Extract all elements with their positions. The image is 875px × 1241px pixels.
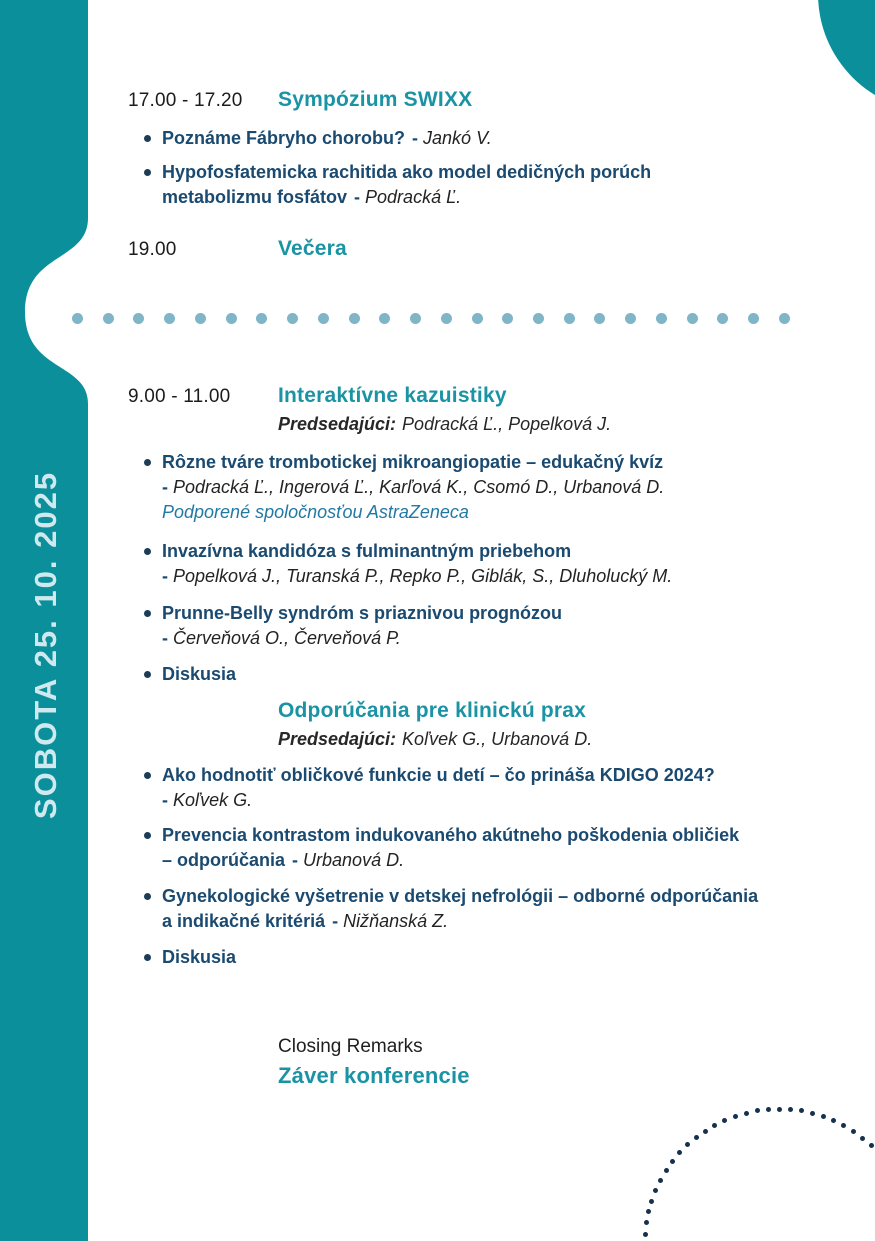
arc-dot bbox=[755, 1108, 760, 1113]
item-title-line2: metabolizmu fosfátov bbox=[162, 187, 348, 207]
arc-dot bbox=[677, 1150, 682, 1155]
dotted-divider bbox=[72, 312, 790, 324]
arc-dot bbox=[658, 1178, 663, 1183]
arc-dot bbox=[722, 1118, 727, 1123]
item-dash: - bbox=[412, 128, 419, 148]
arc-dot bbox=[643, 1232, 648, 1237]
session-title: Interaktívne kazuistiky bbox=[278, 384, 507, 407]
item-title: Ako hodnotiť obličkové funkcie u detí – čo prináša KDIGO 2024? bbox=[162, 765, 715, 785]
session-chairs bbox=[278, 414, 838, 435]
program-item bbox=[128, 601, 828, 651]
arc-dot bbox=[799, 1108, 804, 1113]
arc-dot bbox=[810, 1111, 815, 1116]
session-title: Sympózium SWIXX bbox=[278, 88, 473, 111]
arc-dot bbox=[644, 1220, 649, 1225]
arc-dot bbox=[821, 1114, 826, 1119]
arc-dot bbox=[649, 1199, 654, 1204]
closing-title: Záver konferencie bbox=[278, 1063, 470, 1088]
day-label: SOBOTA 25. 10. 2025 bbox=[28, 470, 63, 820]
program-item bbox=[128, 945, 828, 970]
arc-dot bbox=[860, 1136, 865, 1141]
chair-names: Podracká Ľ., Popelková J. bbox=[402, 414, 612, 434]
item-dash: - bbox=[354, 187, 361, 207]
arc-dot bbox=[841, 1123, 846, 1128]
chair-names: Koľvek G., Urbanová D. bbox=[402, 729, 593, 749]
closing-remarks: Closing Remarks bbox=[278, 1036, 423, 1057]
item-title: Invazívna kandidóza s fulminantným priebehom bbox=[162, 541, 572, 561]
program-item bbox=[128, 160, 828, 210]
arc-dot bbox=[712, 1123, 717, 1128]
item-dash: - bbox=[162, 628, 168, 648]
item-sponsor-note: Podporené spoločnosťou AstraZeneca bbox=[162, 502, 469, 522]
item-authors: Červeňová O., Červeňová P. bbox=[173, 628, 401, 648]
arc-dot bbox=[694, 1135, 699, 1140]
program-item bbox=[128, 450, 828, 525]
arc-dot bbox=[670, 1159, 675, 1164]
item-dash: - bbox=[292, 850, 299, 870]
arc-dot bbox=[653, 1188, 658, 1193]
arc-dot bbox=[733, 1114, 738, 1119]
item-authors: Podracká Ľ. bbox=[365, 187, 462, 207]
section-odporucania bbox=[128, 699, 838, 750]
program-item bbox=[128, 823, 828, 873]
arc-dot bbox=[777, 1107, 782, 1112]
item-authors: Popelková J., Turanská P., Repko P., Giblák, S., Dluholucký M. bbox=[173, 566, 673, 586]
item-title: Prunne-Belly syndróm s priaznivou prognózou bbox=[162, 603, 563, 623]
arc-dot bbox=[831, 1118, 836, 1123]
program-item bbox=[128, 763, 828, 813]
program-list-1 bbox=[128, 126, 828, 219]
item-title: Rôzne tváre trombotickej mikroangiopatie – edukačný kvíz bbox=[162, 452, 664, 472]
item-dash: - bbox=[162, 477, 168, 497]
item-authors: Urbanová D. bbox=[303, 850, 405, 870]
session-time: 17.00 - 17.20 bbox=[128, 90, 243, 111]
item-title: Prevencia kontrastom indukovaného akútneho poškodenia obličiek bbox=[162, 825, 740, 845]
item-authors: Nižňanská Z. bbox=[343, 911, 449, 931]
item-title: Diskusia bbox=[162, 947, 237, 967]
program-list-2 bbox=[128, 450, 828, 696]
program-item bbox=[128, 539, 828, 589]
item-authors: Jankó V. bbox=[423, 128, 492, 148]
item-title: Gynekologické vyšetrenie v detskej nefrológii – odborné odporúčania bbox=[162, 886, 759, 906]
section-interaktivne-kazuistiky bbox=[128, 384, 838, 435]
item-authors: Podracká Ľ., Ingerová Ľ., Karľová K., Csomó D., Urbanová D. bbox=[173, 477, 665, 497]
arc-dot bbox=[646, 1209, 651, 1214]
session-title: Odporúčania pre klinickú prax bbox=[278, 699, 587, 722]
section-vecera bbox=[128, 237, 838, 261]
chair-label: Predsedajúci: bbox=[278, 414, 397, 434]
session-time: 19.00 bbox=[128, 239, 177, 260]
session-title: Večera bbox=[278, 237, 347, 260]
arc-dot bbox=[766, 1107, 771, 1112]
arc-dot bbox=[703, 1129, 708, 1134]
item-dash: - bbox=[162, 566, 168, 586]
program-item bbox=[128, 884, 828, 934]
arc-dot bbox=[869, 1143, 874, 1148]
item-dash: - bbox=[332, 911, 339, 931]
program-item bbox=[128, 662, 828, 687]
item-title: Hypofosfatemicka rachitida ako model dedičných porúch bbox=[162, 162, 652, 182]
item-title: Diskusia bbox=[162, 664, 237, 684]
program-item bbox=[128, 126, 828, 151]
item-title: Poznáme Fábryho chorobu? bbox=[162, 128, 406, 148]
arc-dot bbox=[685, 1142, 690, 1147]
arc-dot bbox=[744, 1111, 749, 1116]
section-sympozium-swixx bbox=[128, 88, 838, 112]
item-title-line2: a indikačné kritériá bbox=[162, 911, 326, 931]
closing-block bbox=[278, 1036, 470, 1089]
program-list-3 bbox=[128, 763, 828, 979]
item-authors: Koľvek G. bbox=[173, 790, 253, 810]
item-dash: - bbox=[162, 790, 168, 810]
session-chairs bbox=[278, 729, 838, 750]
arc-dot bbox=[851, 1129, 856, 1134]
session-time: 9.00 - 11.00 bbox=[128, 386, 231, 407]
chair-label: Predsedajúci: bbox=[278, 729, 397, 749]
item-title-line2: – odporúčania bbox=[162, 850, 286, 870]
arc-dot bbox=[664, 1168, 669, 1173]
arc-dot bbox=[788, 1107, 793, 1112]
